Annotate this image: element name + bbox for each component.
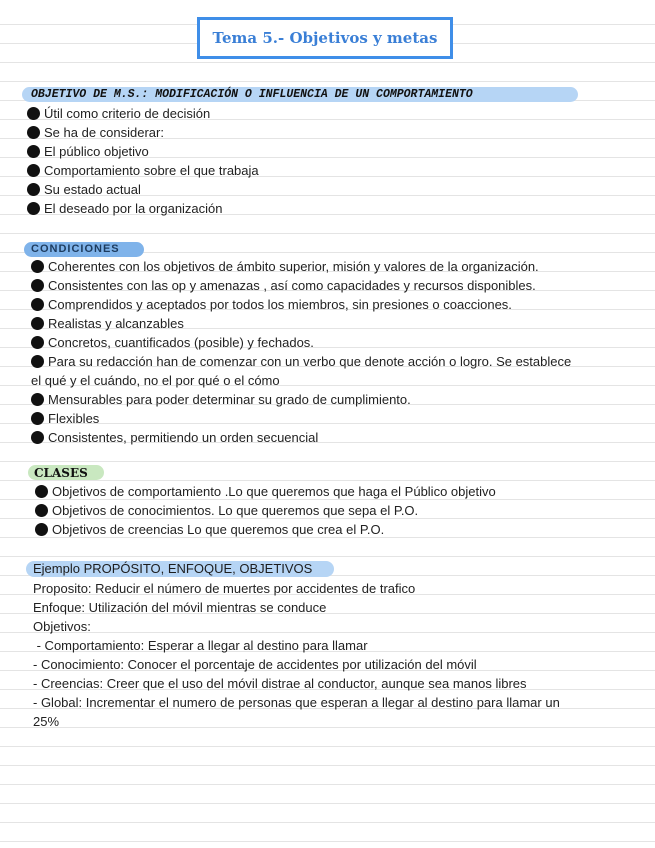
ejemplo-line: Objetivos: <box>33 619 91 634</box>
bullet-icon <box>31 298 44 311</box>
bullet-icon <box>31 336 44 349</box>
bullet-icon <box>27 126 40 139</box>
ejemplo-line: - Creencias: Creer que el uso del móvil distrae al conductor, aunque sea manos libres <box>33 676 527 691</box>
bullet-icon <box>31 393 44 406</box>
bullet-icon <box>31 317 44 330</box>
list-item: Objetivos de conocimientos. Lo que queremos que sepa el P.O. <box>35 501 418 520</box>
ejemplo-line: Proposito: Reducir el número de muertes por accidentes de trafico <box>33 581 416 596</box>
list-item: Objetivos de creencias Lo que queremos que crea el P.O. <box>35 520 384 539</box>
list-item: Consistentes con las op y amenazas , así como capacidades y recursos disponibles. <box>31 276 536 295</box>
clases-heading: CLASES <box>34 466 88 480</box>
list-item: Comprendidos y aceptados por todos los miembros, sin presiones o coacciones. <box>31 295 512 314</box>
bullet-icon <box>27 202 40 215</box>
ejemplo-line: Enfoque: Utilización del móvil mientras se conduce <box>33 600 327 615</box>
list-item: Coherentes con los objetivos de ámbito superior, misión y valores de la organización. <box>31 257 539 276</box>
ejemplo-heading: Ejemplo PROPÓSITO, ENFOQUE, OBJETIVOS <box>33 561 313 576</box>
list-item: Comportamiento sobre el que trabaja <box>27 161 259 180</box>
objetivo-heading: OBJETIVO DE M.S.: MODIFICACIÓN O INFLUENCIA DE UN COMPORTAMIENTO <box>31 88 473 101</box>
list-item: Útil como criterio de decisión <box>27 104 210 123</box>
bullet-icon <box>27 164 40 177</box>
bullet-icon <box>35 485 48 498</box>
list-item: Objetivos de comportamiento .Lo que queremos que haga el Público objetivo <box>35 482 496 501</box>
list-item: Realistas y alcanzables <box>31 314 184 333</box>
list-item: Se ha de considerar: <box>27 123 164 142</box>
list-item: Flexibles <box>31 409 99 428</box>
bullet-icon <box>35 523 48 536</box>
list-item: Consistentes, permitiendo un orden secuencial <box>31 428 318 447</box>
ejemplo-line: - Conocimiento: Conocer el porcentaje de accidentes por utilización del móvil <box>33 657 477 672</box>
bullet-icon <box>31 279 44 292</box>
bullet-icon <box>27 145 40 158</box>
bullet-icon <box>31 412 44 425</box>
list-item: El público objetivo <box>27 142 149 161</box>
page-title: Tema 5.- Objetivos y metas <box>197 17 453 59</box>
condiciones-heading: CONDICIONES <box>31 243 120 255</box>
bullet-icon <box>35 504 48 517</box>
bullet-icon <box>27 107 40 120</box>
list-item: Su estado actual <box>27 180 141 199</box>
list-item: Mensurables para poder determinar su grado de cumplimiento. <box>31 390 411 409</box>
ejemplo-line: - Global: Incrementar el numero de personas que esperan a llegar al destino para llamar un <box>33 695 560 710</box>
bullet-icon <box>31 355 44 368</box>
ejemplo-line: 25% <box>33 714 60 729</box>
list-item: Para su redacción han de comenzar con un verbo que denote acción o logro. Se establece <box>31 352 571 371</box>
list-item: El deseado por la organización <box>27 199 223 218</box>
bullet-icon <box>31 431 44 444</box>
list-item-continuation: el qué y el cuándo, no el por qué o el cómo <box>31 373 280 388</box>
list-item: Concretos, cuantificados (posible) y fechados. <box>31 333 314 352</box>
bullet-icon <box>27 183 40 196</box>
bullet-icon <box>31 260 44 273</box>
ejemplo-line: - Comportamiento: Esperar a llegar al destino para llamar <box>33 638 368 653</box>
